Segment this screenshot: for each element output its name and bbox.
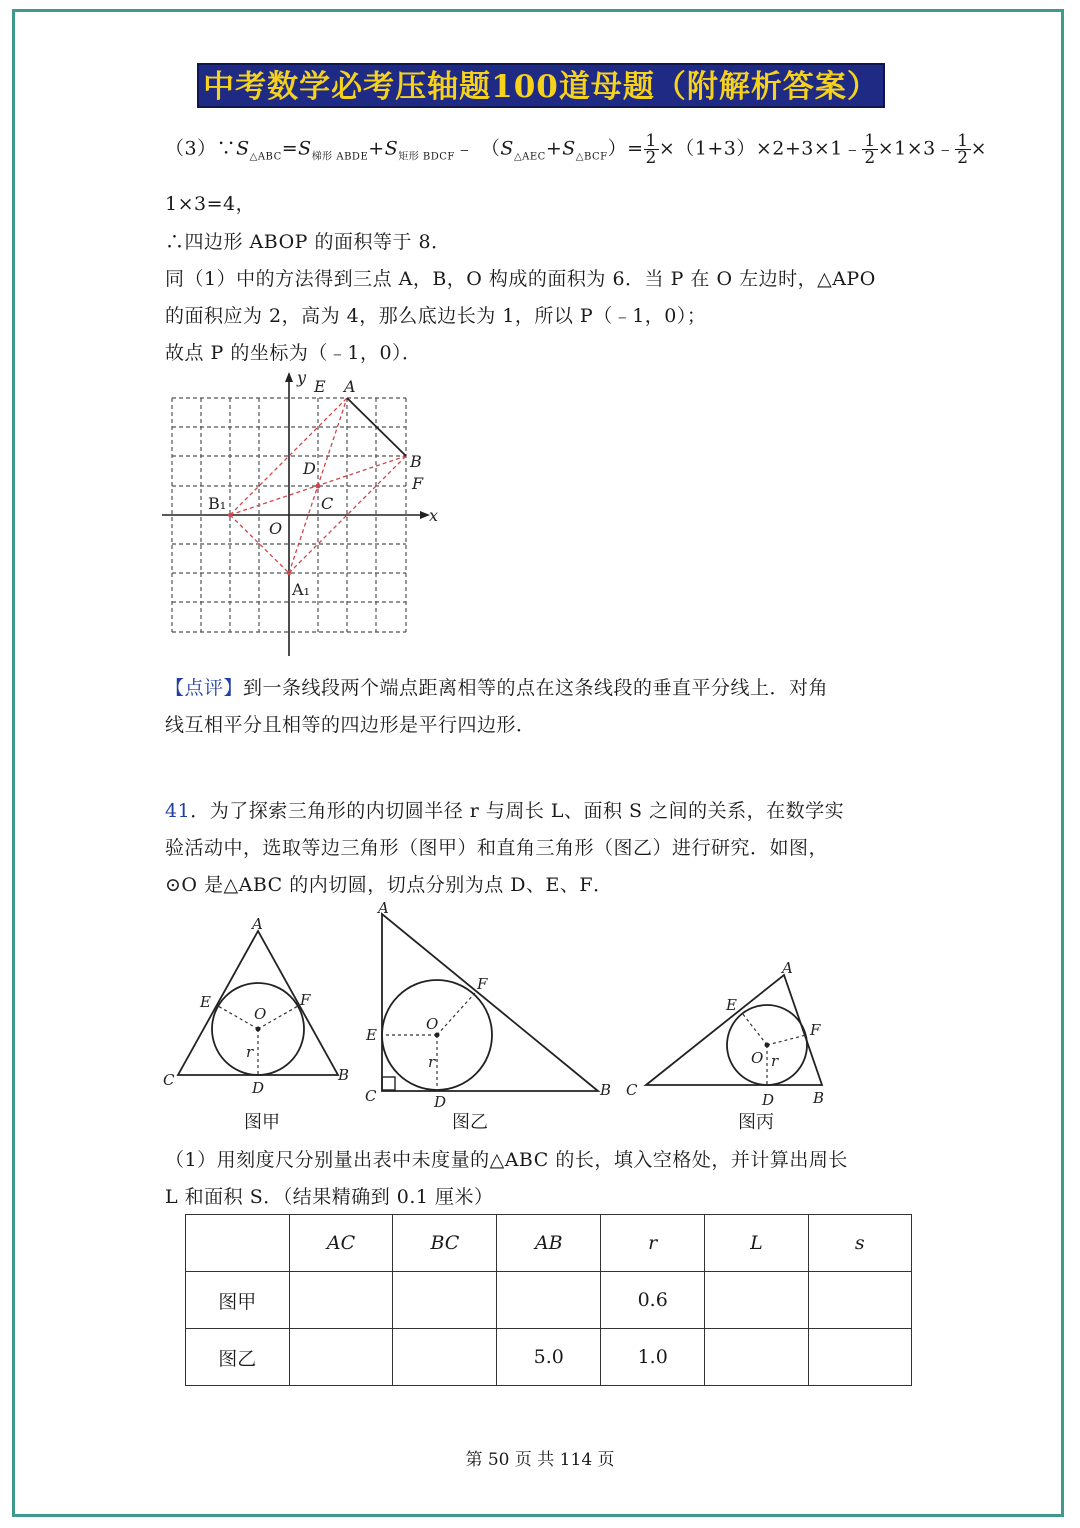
axes <box>162 374 426 656</box>
figure-bing <box>620 955 840 1105</box>
question-1-line-1: （1）用刻度尺分别量出表中未度量的△ABC 的长，填入空格处，并计算出周长 <box>165 1149 848 1171</box>
label-a: A <box>344 377 356 396</box>
label-y: y <box>297 368 307 387</box>
svg-text:A: A <box>782 959 793 977</box>
page-footer: 第 50 页 共 114 页 <box>465 1450 615 1470</box>
svg-text:D: D <box>762 1091 775 1105</box>
svg-text:F: F <box>300 991 311 1009</box>
solution-line-2: ∴四边形 ABOP 的面积等于 8． <box>165 231 451 253</box>
svg-text:E: E <box>726 996 737 1014</box>
table-cell: 图甲 <box>186 1272 290 1329</box>
svg-text:E: E <box>200 993 211 1011</box>
question-1-line-2: L 和面积 S．（结果精确到 0.1 厘米） <box>165 1186 494 1208</box>
table-header-cell: L <box>705 1215 808 1272</box>
table-header-cell: r <box>601 1215 705 1272</box>
table-header-cell: BC <box>393 1215 497 1272</box>
point-c <box>316 484 321 489</box>
table-row <box>186 1329 912 1386</box>
radius-lines-yi <box>382 993 475 1091</box>
label-b: B <box>410 452 422 471</box>
table-header-cell <box>186 1215 290 1272</box>
table-cell <box>393 1272 497 1329</box>
table-cell <box>289 1329 393 1386</box>
svg-text:E: E <box>366 1026 377 1044</box>
point-b1 <box>228 513 232 517</box>
svg-text:O: O <box>426 1015 439 1033</box>
label-b1: B₁ <box>208 494 227 513</box>
svg-text:r: r <box>771 1052 779 1070</box>
table-header-cell: AC <box>289 1215 393 1272</box>
svg-text:C: C <box>626 1081 638 1099</box>
comment-line-1 <box>165 673 828 700</box>
label-c: C <box>321 494 334 513</box>
svg-text:O: O <box>751 1049 764 1067</box>
svg-text:B: B <box>600 1081 612 1099</box>
svg-text:B: B <box>813 1089 825 1105</box>
table-cell <box>808 1329 911 1386</box>
svg-text:A: A <box>252 915 263 933</box>
problem-number: 41 <box>165 800 191 822</box>
problem-41-line-2: 验活动中，选取等边三角形（图甲）和直角三角形（图乙）进行研究．如图， <box>165 837 829 859</box>
table-cell: 5.0 <box>497 1329 601 1386</box>
y-axis-arrow <box>285 372 293 382</box>
center-jia <box>256 1027 261 1032</box>
comment-tag: 【点评】 <box>165 677 244 699</box>
caption-jia: 图甲 <box>244 1112 280 1133</box>
table-header-cell: AB <box>497 1215 601 1272</box>
table-row <box>186 1272 912 1329</box>
label-f: F <box>412 474 424 493</box>
svg-text:F: F <box>810 1021 821 1039</box>
page-title-banner: 中考数学必考压轴题100道母题（附解析答案） <box>197 63 885 108</box>
label-e: E <box>314 377 326 396</box>
svg-text:r: r <box>428 1053 436 1071</box>
solution-line-5: 故点 P 的坐标为（﹣1，0）． <box>165 342 422 364</box>
triangle-yi <box>382 914 598 1091</box>
svg-text:D: D <box>252 1079 265 1095</box>
label-d: D <box>303 459 316 478</box>
point-a1 <box>287 571 291 575</box>
table-cell <box>497 1272 601 1329</box>
formula-line: $(3)\because S_{\triangle ABC}=S_{梯形 ABDE}+S_{矩形 BDCF}﹣$ $(S_{\triangle AEC}+S_{\triangle BCF})=$ $\frac{1}{2}$ ×（1+3）×2+3×1﹣ $\frac{1}{2}$ ×1×3﹣ $\frac{1}{2}$ × <box>165 131 987 168</box>
svg-text:F: F <box>477 975 488 993</box>
table-cell <box>808 1272 911 1329</box>
figure-yi <box>360 897 620 1107</box>
caption-bing: 图丙 <box>738 1112 774 1133</box>
table-cell: 0.6 <box>601 1272 705 1329</box>
label-x: x <box>429 506 439 525</box>
svg-text:C: C <box>365 1087 377 1105</box>
caption-yi: 图乙 <box>452 1112 488 1133</box>
center-bing <box>765 1043 770 1048</box>
table-cell <box>705 1272 808 1329</box>
problem-41-line-1 <box>165 796 844 823</box>
formula-prefix: （3）∵ <box>165 137 237 160</box>
formula-line-continued: 1×3=4， <box>165 193 256 215</box>
label-a1: A₁ <box>292 580 310 599</box>
label-o: O <box>269 519 283 538</box>
solution-line-4: 的面积应为 2，高为 4，那么底边长为 1，所以 P（﹣1，0）； <box>165 305 707 327</box>
table-header-row <box>186 1215 912 1272</box>
comment-text: 到一条线段两个端点距离相等的点在这条线段的垂直平分线上．对角 <box>243 677 829 699</box>
svg-text:C: C <box>163 1071 175 1089</box>
table-cell <box>705 1329 808 1386</box>
problem-41-line-3: ⊙O 是△ABC 的内切圆，切点分别为点 D、E、F． <box>165 874 613 896</box>
svg-text:D: D <box>434 1093 447 1107</box>
table-cell <box>289 1272 393 1329</box>
comment-line-2: 线互相平分且相等的四边形是平行四边形． <box>165 714 536 736</box>
svg-text:r: r <box>246 1043 254 1061</box>
table-cell: 1.0 <box>601 1329 705 1386</box>
table-cell: 图乙 <box>186 1329 290 1386</box>
svg-text:B: B <box>338 1066 350 1084</box>
center-yi <box>435 1033 440 1038</box>
problem-text: ．为了探索三角形的内切圆半径 r 与周长 L、面积 S 之间的关系，在数学实 <box>190 800 845 822</box>
right-angle-mark <box>382 1077 395 1090</box>
coordinate-grid-figure <box>158 368 448 658</box>
svg-text:A: A <box>378 899 389 917</box>
solution-line-3: 同（1）中的方法得到三点 A，B，O 构成的面积为 6．当 P 在 O 左边时，△APO <box>165 268 876 290</box>
svg-text:O: O <box>254 1005 267 1023</box>
figure-jia <box>160 915 360 1095</box>
table-header-cell: s <box>808 1215 911 1272</box>
measurement-table <box>185 1214 912 1386</box>
table-cell <box>393 1329 497 1386</box>
